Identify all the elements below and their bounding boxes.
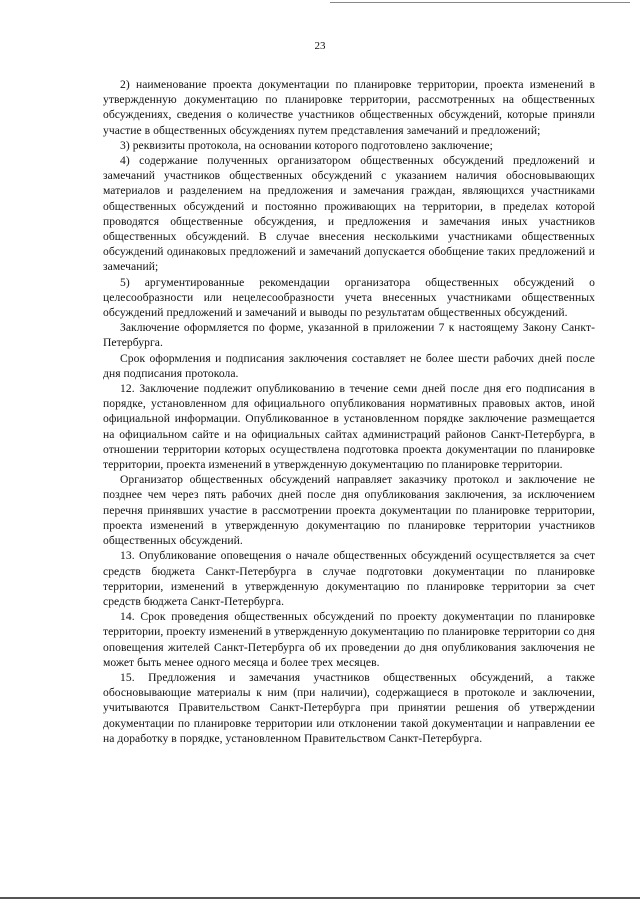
- scan-edge-bottom: [0, 897, 640, 899]
- scan-edge-top: [330, 2, 630, 3]
- paragraph-item-2: 2) наименование проекта документации по планировке территории, проекта изменений в утвержденную документацию по планировке территории, рассмотренных на общественных обсуждениях, сведения о количестве участников общественных обсуждений, которые приняли участие в общественных обсуждениях путем представления замечаний и предложений;: [103, 78, 595, 137]
- paragraph-item-5: 5) аргументированные рекомендации организатора общественных обсуждений о целесообразности или нецелесообразности учета внесенных участниками общественных обсуждений предложений и замечаний и выводы по результатам общественных обсуждений.: [103, 275, 595, 320]
- paragraph-item-3: 3) реквизиты протокола, на основании которого подготовлено заключение;: [120, 138, 493, 152]
- paragraph-15: 15. Предложения и замечания участников общественных обсуждений, а также обосновывающие материалы к ним (при наличии), содержащиеся в протоколе и заключении, учитываются Правительством Санкт-Петербурга при принятии решения об утверждении документации по планировке территории или отклонении такой документации и направлении ее на доработку в порядке, установленном Правительством Санкт-Петербурга.: [103, 670, 595, 745]
- paragraph-conclusion-deadline: Срок оформления и подписания заключения составляет не более шести рабочих дней после дня подписания протокола.: [103, 351, 595, 380]
- paragraph-14: 14. Срок проведения общественных обсуждений по проекту документации по планировке территории, проекту изменений в утвержденную документацию по планировке территории со дня оповещения жителей Санкт-Петербурга об их проведении до дня опубликования заключения не может быть менее одного месяца и более трех месяцев.: [103, 610, 595, 669]
- paragraph-12: 12. Заключение подлежит опубликованию в течение семи дней после дня его подписания в порядке, установленном для официального опубликования нормативных правовых актов, иной официальной информации. Опубликованное в установленном порядке заключение размещается на официальном сайте и на официальных сайтах администраций районов Санкт-Петербурга, в отношении территории которых осуществлена подготовка проекта документации по планировке территории, проекта изменений в утвержденную документацию по планировке территории.: [103, 382, 595, 472]
- page-number: 23: [314, 40, 326, 52]
- paragraph-13: 13. Опубликование оповещения о начале общественных обсуждений осуществляется за счет средств бюджета Санкт-Петербурга в случае подготовки документации по планировке территории, изменений в утвержденную документацию по планировке территории за счет средств бюджета Санкт-Петербурга.: [103, 549, 595, 608]
- document-body: [103, 77, 595, 746]
- paragraph-item-4: 4) содержание полученных организатором общественных обсуждений предложений и замечаний участников общественных обсуждений с указанием наличия обосновывающих материалов и разделением на предложения и замечания граждан, являющихся участниками общественных обсуждений и постоянно проживающих на территории, в пределах которой проводятся общественные обсуждения, и предложения и замечания иных участников общественных обсуждений. В случае внесения несколькими участниками общественных обсуждений одинаковых предложений и замечаний допускается обобщение таких предложений и замечаний;: [103, 154, 595, 274]
- paragraph-conclusion-form: Заключение оформляется по форме, указанной в приложении 7 к настоящему Закону Санкт-Петербурга.: [103, 321, 595, 350]
- paragraph-12-organizer: Организатор общественных обсуждений направляет заказчику протокол и заключение не позднее чем через пять рабочих дней после дня опубликования заключения, за исключением перечня принявших участие в рассмотрении проекта документации по планировке территории, проекта изменений в утвержденную документацию по планировке территории участников общественных обсуждений.: [103, 473, 595, 548]
